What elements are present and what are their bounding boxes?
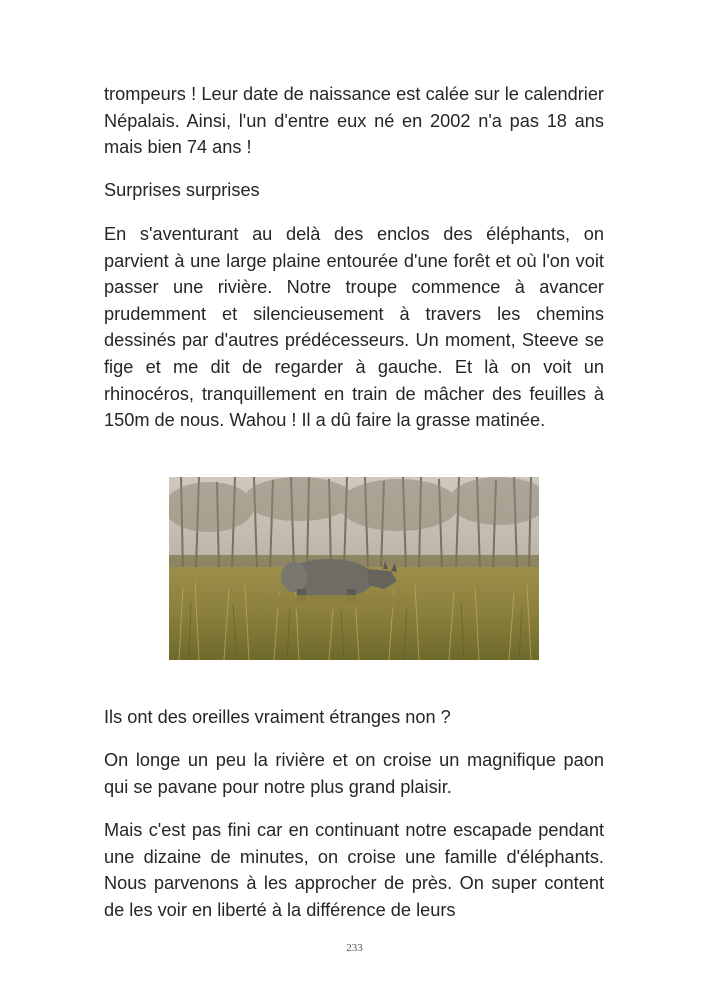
paragraph-elephants: Mais c'est pas fini car en continuant notre escapade pendant une dizaine de minutes, on croise une famille d'éléphants. Nous parvenons à les approcher de près. On super content de les voir en liberté à la différence de leurs — [104, 820, 604, 920]
paragraph-peacock: On longe un peu la rivière et on croise un magnifique paon qui se pavane pour notre plus grand plaisir. — [104, 750, 604, 797]
rhinoceros-photo-graphic — [169, 477, 539, 660]
paragraph-birthdate: trompeurs ! Leur date de naissance est calée sur le calendrier Népalais. Ainsi, l'un d'entre eux né en 2002 n'a pas 18 ans mais bien 74 ans ! — [104, 84, 604, 158]
photo-caption-ears: Ils ont des oreilles vraiment étranges non ? — [104, 707, 451, 727]
page-number: 233 — [346, 942, 363, 954]
section-heading-surprises: Surprises surprises — [104, 180, 260, 200]
rhinoceros-photo — [169, 477, 539, 660]
paragraph-rhino-encounter: En s'aventurant au delà des enclos des éléphants, on parvient à une large plaine entourée d'une forêt et où l'on voit passer une rivière. Notre troupe commence à avancer prudemment et silencieusement à travers les chemins dessinés par d'autres prédécesseurs. Un moment, Steeve se fige et me dit de regarder à gauche. Et là on voit un rhinocéros, tranquillement en train de mâcher des feuilles à 150m de nous. Wahou ! Il a dû faire la grasse matinée. — [104, 224, 604, 431]
